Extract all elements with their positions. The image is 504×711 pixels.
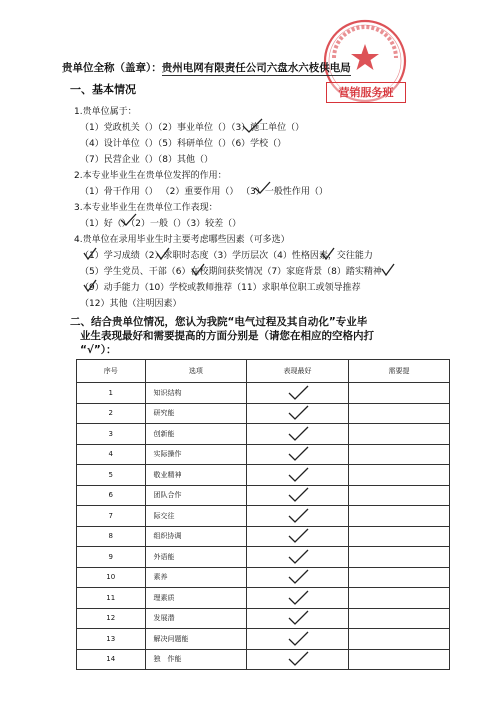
best-cell[interactable] bbox=[247, 608, 349, 629]
improve-cell[interactable] bbox=[348, 403, 449, 424]
table-row bbox=[77, 424, 450, 445]
q1-question: 1.贵单位属于： bbox=[74, 107, 137, 117]
row-item: 创新能 bbox=[145, 424, 247, 445]
q1-checkmark-icon bbox=[240, 117, 264, 135]
best-cell[interactable] bbox=[247, 485, 349, 506]
row-number: 14 bbox=[77, 649, 146, 670]
row-item: 际交往 bbox=[145, 506, 247, 527]
seal-text-box: 营销服务班 bbox=[326, 82, 406, 103]
row-item: 团队合作 bbox=[145, 485, 247, 506]
q4-options-line1: （1）学习成绩（2）求职时态度（3）学历层次（4）性格因素，交往能力 bbox=[80, 251, 373, 261]
table-row bbox=[77, 526, 450, 547]
improve-cell[interactable] bbox=[348, 588, 449, 609]
table-row bbox=[77, 444, 450, 465]
table-row bbox=[77, 608, 450, 629]
q1-options-line1: （1）党政机关（）（2）事业单位（）（3）施工单位（） bbox=[80, 123, 305, 133]
best-cell[interactable] bbox=[247, 567, 349, 588]
row-item: 知识结构 bbox=[145, 383, 247, 404]
table-header-row bbox=[77, 360, 450, 383]
row-number: 9 bbox=[77, 547, 146, 568]
table-row bbox=[77, 403, 450, 424]
row-item: 理素质 bbox=[145, 588, 247, 609]
improve-cell[interactable] bbox=[348, 465, 449, 486]
checkmark-icon bbox=[286, 426, 310, 442]
row-item: 素养 bbox=[145, 567, 247, 588]
section1-title: 一、基本情况 bbox=[70, 83, 136, 96]
q1-options-line2: （4）设计单位（）（5）科研单位（）（6）学校（） bbox=[80, 139, 287, 149]
header-no: 序号 bbox=[77, 360, 146, 383]
table-row bbox=[77, 629, 450, 650]
q3-checkmark-icon bbox=[118, 212, 138, 228]
evaluation-table bbox=[76, 359, 450, 670]
row-item: 外语能 bbox=[145, 547, 247, 568]
best-cell[interactable] bbox=[247, 526, 349, 547]
improve-cell[interactable] bbox=[348, 547, 449, 568]
q4-check9-icon bbox=[82, 278, 98, 294]
q2-question: 2.本专业毕业生在贵单位发挥的作用： bbox=[74, 171, 227, 181]
checkmark-icon bbox=[286, 385, 310, 401]
row-number: 1 bbox=[77, 383, 146, 404]
best-cell[interactable] bbox=[247, 629, 349, 650]
q4-check4-icon bbox=[320, 246, 336, 262]
section2-title-line1: 二、结合贵单位情况，您认为我院“电气过程及其自动化”专业毕 bbox=[70, 316, 368, 328]
row-item: 敬业精神 bbox=[145, 465, 247, 486]
improve-cell[interactable] bbox=[348, 485, 449, 506]
checkmark-icon bbox=[286, 610, 310, 626]
q4-options-line4: （12）其他（注明因素） bbox=[80, 299, 182, 309]
best-cell[interactable] bbox=[247, 424, 349, 445]
table-row bbox=[77, 485, 450, 506]
checkmark-icon bbox=[286, 405, 310, 421]
q4-check6-icon bbox=[190, 262, 206, 278]
row-number: 8 bbox=[77, 526, 146, 547]
row-item: 独 作能 bbox=[145, 649, 247, 670]
row-number: 3 bbox=[77, 424, 146, 445]
section2-title-line3: “√”）： bbox=[80, 344, 117, 356]
checkmark-icon bbox=[286, 651, 310, 667]
q4-check8-icon bbox=[380, 262, 396, 278]
best-cell[interactable] bbox=[247, 547, 349, 568]
row-item: 发展潜 bbox=[145, 608, 247, 629]
row-number: 4 bbox=[77, 444, 146, 465]
best-cell[interactable] bbox=[247, 506, 349, 527]
best-cell[interactable] bbox=[247, 588, 349, 609]
checkmark-icon bbox=[286, 467, 310, 483]
improve-cell[interactable] bbox=[348, 424, 449, 445]
table-row bbox=[77, 649, 450, 670]
row-number: 12 bbox=[77, 608, 146, 629]
unit-name-row bbox=[62, 62, 351, 76]
checkmark-icon bbox=[286, 549, 310, 565]
unit-label: 贵单位全称（盖章）： bbox=[62, 62, 162, 74]
checkmark-icon bbox=[286, 446, 310, 462]
checkmark-icon bbox=[286, 631, 310, 647]
best-cell[interactable] bbox=[247, 649, 349, 670]
header-best: 表现最好 bbox=[247, 360, 349, 383]
improve-cell[interactable] bbox=[348, 526, 449, 547]
q1-options-line3: （7）民营企业（）（8）其他（） bbox=[80, 155, 213, 165]
q4-check2-icon bbox=[155, 246, 171, 262]
row-item: 研究能 bbox=[145, 403, 247, 424]
improve-cell[interactable] bbox=[348, 649, 449, 670]
improve-cell[interactable] bbox=[348, 608, 449, 629]
q4-options-line2: （5）学生党员、干部（6）在校期间获奖情况（7）家庭背景（8）踏实精神 bbox=[80, 267, 382, 277]
header-item: 选项 bbox=[145, 360, 247, 383]
improve-cell[interactable] bbox=[348, 383, 449, 404]
improve-cell[interactable] bbox=[348, 629, 449, 650]
row-number: 11 bbox=[77, 588, 146, 609]
q2-checkmark-icon bbox=[252, 180, 272, 196]
checkmark-icon bbox=[286, 487, 310, 503]
row-number: 2 bbox=[77, 403, 146, 424]
checkmark-icon bbox=[286, 590, 310, 606]
q3-options-line1: （1）好（）（2）一般（）（3）较差（） bbox=[80, 219, 242, 229]
q4-check1-icon bbox=[82, 246, 98, 262]
improve-cell[interactable] bbox=[348, 567, 449, 588]
checkmark-icon bbox=[286, 528, 310, 544]
q2-options-line1: （1）骨干作用（） （2）重要作用（） （3）一般性作用（） bbox=[80, 187, 328, 197]
improve-cell[interactable] bbox=[348, 506, 449, 527]
row-item: 组织协调 bbox=[145, 526, 247, 547]
row-number: 7 bbox=[77, 506, 146, 527]
row-number: 6 bbox=[77, 485, 146, 506]
best-cell[interactable] bbox=[247, 383, 349, 404]
row-number: 10 bbox=[77, 567, 146, 588]
row-item: 实际操作 bbox=[145, 444, 247, 465]
section2-title-line2: 业生表现最好和需要提高的方面分别是（请您在相应的空格内打 bbox=[80, 330, 374, 342]
table-row bbox=[77, 506, 450, 527]
q4-options-line3: （9）动手能力（10）学校或教师推荐（11）求职单位职工或领导推荐 bbox=[80, 283, 361, 293]
row-number: 5 bbox=[77, 465, 146, 486]
checkmark-icon bbox=[286, 508, 310, 524]
table-row bbox=[77, 547, 450, 568]
checkmark-icon bbox=[286, 569, 310, 585]
table-row bbox=[77, 567, 450, 588]
best-cell[interactable] bbox=[247, 444, 349, 465]
table-row bbox=[77, 465, 450, 486]
table-row bbox=[77, 588, 450, 609]
row-number: 13 bbox=[77, 629, 146, 650]
improve-cell[interactable] bbox=[348, 444, 449, 465]
table-row bbox=[77, 383, 450, 404]
q4-question: 4.贵单位在录用毕业生时主要考虑哪些因素（可多选） bbox=[74, 235, 290, 245]
q3-question: 3.本专业毕业生在贵单位工作表现： bbox=[74, 203, 218, 213]
header-improve: 需要提 bbox=[348, 360, 449, 383]
best-cell[interactable] bbox=[247, 465, 349, 486]
row-item: 解决问题能 bbox=[145, 629, 247, 650]
unit-name: 贵州电网有限责任公司六盘水六枝供电局 bbox=[161, 62, 351, 74]
best-cell[interactable] bbox=[247, 403, 349, 424]
